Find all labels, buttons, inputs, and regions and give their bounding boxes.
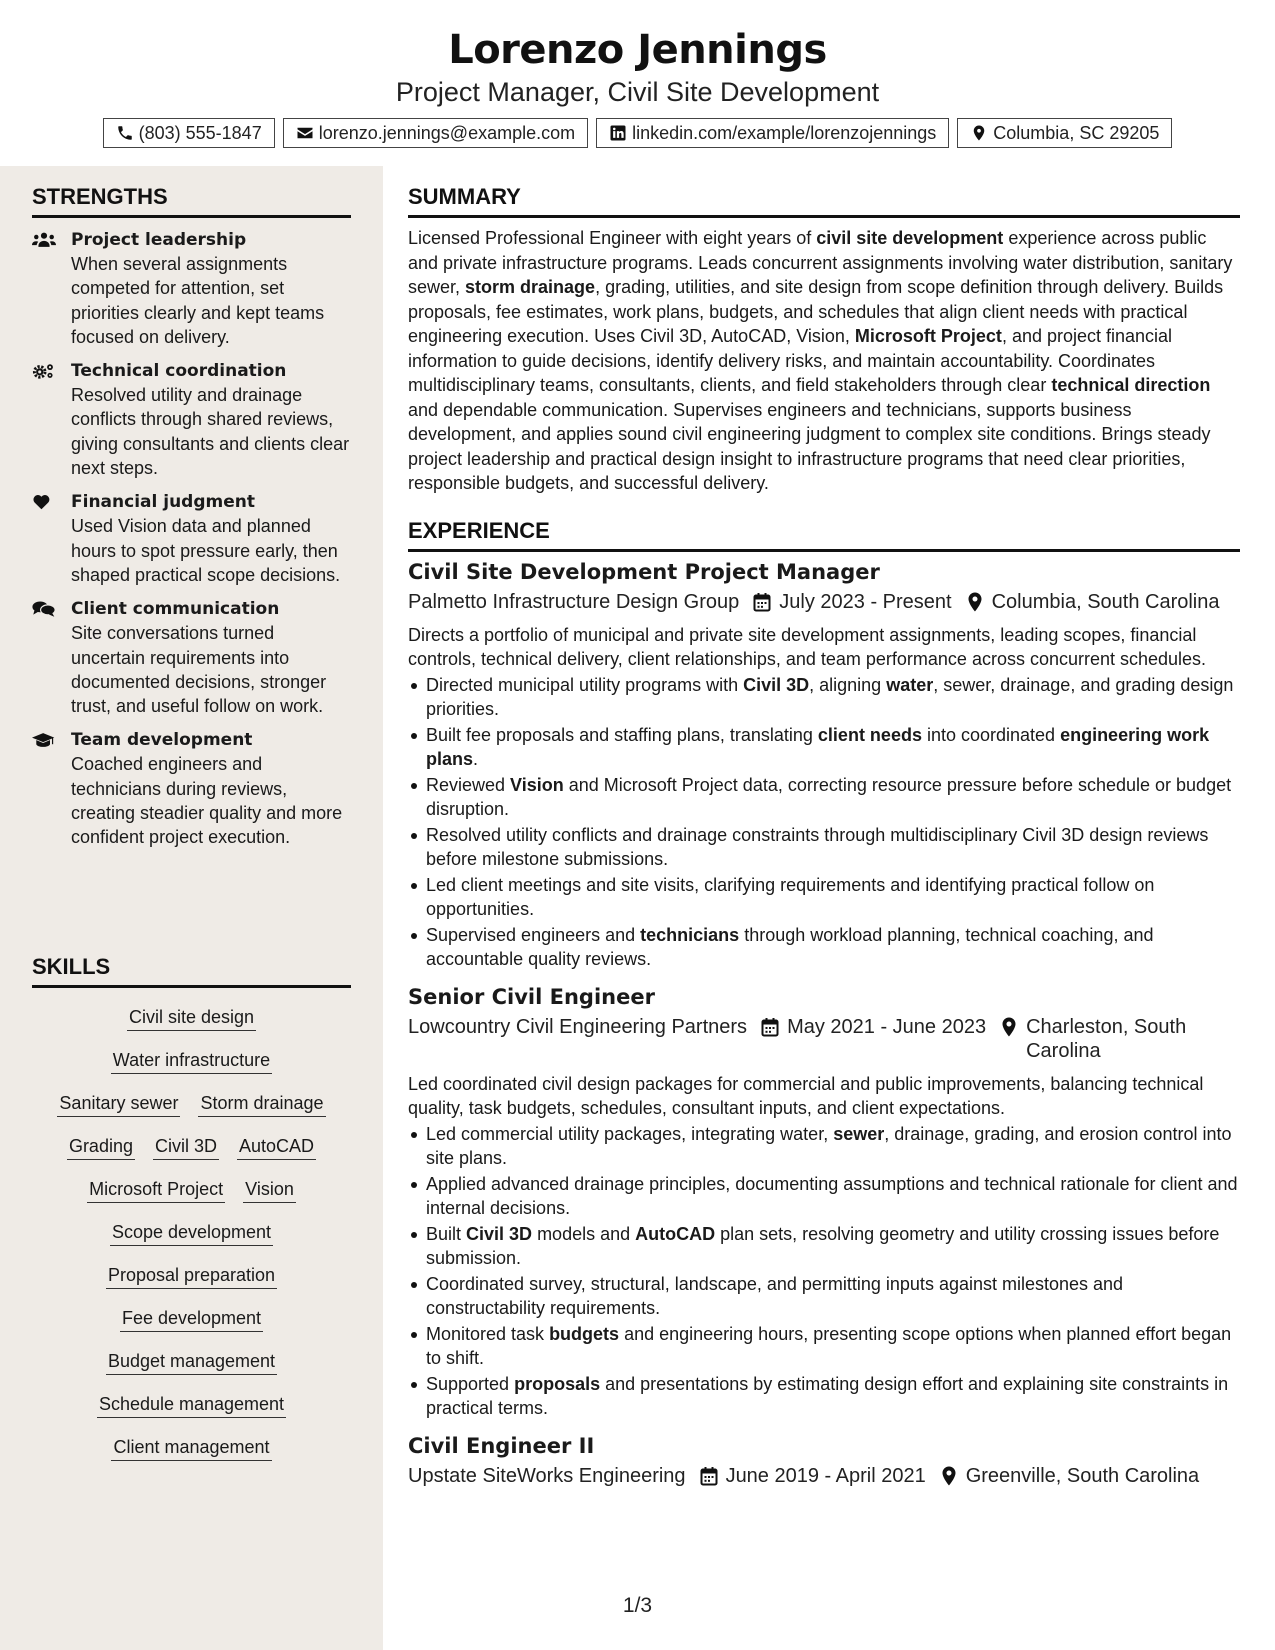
bold-text: storm drainage	[465, 277, 596, 297]
bold-text: Civil 3D	[743, 674, 810, 695]
strength-heading: Client communication	[71, 599, 280, 620]
text-run: and presentations by estimating design effort and explaining site constraints in practical terms.	[426, 1373, 1229, 1418]
job-company-seg	[408, 1015, 747, 1039]
job-dates-seg	[753, 590, 951, 614]
contact-location[interactable]	[957, 118, 1172, 148]
text-run: , and project financial information to guide decisions, identify delivery risks, and maintain accountability. Coordinates multidisciplinary teams, consultants, clients, and field stakeholders through clear	[408, 326, 1173, 395]
job-company: Upstate SiteWorks Engineering	[408, 1464, 686, 1487]
text-run: plan sets, resolving geometry and utility crossing issues before submission.	[426, 1223, 1220, 1268]
skill-row	[32, 1134, 351, 1160]
job-meta	[408, 1464, 1240, 1488]
contact-bar	[0, 118, 1275, 148]
job-description: Directs a portfolio of municipal and private site development assignments, leading scopes, financial controls, technical delivery, client relationships, and team performance across concurrent schedules.	[408, 624, 1207, 669]
job-bullet	[408, 1322, 1240, 1370]
skill-tag: Budget management	[106, 1349, 277, 1375]
strength-item	[32, 728, 351, 849]
job-bullet	[408, 1272, 1240, 1320]
job-company-seg	[408, 1464, 686, 1488]
text-run: Coordinated survey, structural, landscape, and permitting inputs against milestones and constructability requirements.	[426, 1273, 1124, 1318]
bold-text: engineering work plans	[426, 724, 1210, 769]
skill-tag: Proposal preparation	[106, 1263, 277, 1289]
bold-text: proposals	[514, 1373, 601, 1394]
strength-heading: Team development	[71, 730, 253, 751]
job-location-seg	[966, 590, 1220, 614]
job-dates-seg	[700, 1464, 926, 1488]
linkedin-text: linkedin.com/example/lorenzojennings	[632, 122, 937, 143]
text-run: .	[473, 748, 479, 769]
bold-text: Microsoft Project	[854, 326, 1002, 346]
calendar-icon	[753, 592, 771, 612]
job-title: Civil Engineer II	[408, 1433, 595, 1458]
text-run: and dependable communication. Supervises engineers and technicians, supports business development, and applies sound civil engineering judgment to complex site conditions. Brings steady project leadership and practical design insight to infrastructure programs that need clear priorities, responsible budgets, and successful delivery.	[408, 399, 1211, 493]
bold-text: technicians	[640, 924, 740, 945]
page-number: 1/3	[622, 1594, 653, 1617]
resume-header	[0, 0, 1275, 166]
skill-row	[32, 1349, 351, 1375]
text-run: Supervised engineers and	[426, 924, 641, 945]
skill-row	[32, 1392, 351, 1418]
skills-section	[32, 952, 351, 1461]
strength-heading: Technical coordination	[71, 361, 287, 382]
job-bullet	[408, 823, 1240, 871]
job-bullet	[408, 923, 1240, 971]
skill-tag: Scope development	[110, 1220, 273, 1246]
job-meta	[408, 590, 1240, 614]
skill-tag: Civil site design	[127, 1005, 256, 1031]
contact-phone[interactable]	[103, 118, 275, 148]
bold-text: water	[886, 674, 934, 695]
map-marker-icon	[940, 1466, 958, 1486]
text-run: models and	[532, 1223, 636, 1244]
job-title: Civil Site Development Project Manager	[408, 559, 880, 584]
map-marker-icon	[1000, 1017, 1018, 1037]
strength-text: Resolved utility and drainage conflicts through shared reviews, giving consultants and clients clear next steps.	[71, 385, 350, 479]
heart-icon	[32, 493, 56, 511]
skill-tag: Water infrastructure	[111, 1048, 272, 1074]
text-run: Applied advanced drainage principles, documenting assumptions and technical rationale for client and internal decisions.	[426, 1173, 1238, 1218]
skill-tag: Grading	[67, 1134, 135, 1160]
strength-item	[32, 490, 351, 587]
strength-item	[32, 597, 351, 718]
users-icon	[32, 231, 56, 249]
bold-text: sewer	[833, 1123, 885, 1144]
job-bullet	[408, 773, 1240, 821]
experience-section	[408, 516, 1240, 1488]
skill-row	[32, 1263, 351, 1289]
skill-tag: Sanitary sewer	[57, 1091, 180, 1117]
candidate-name: Lorenzo Jennings	[448, 27, 827, 73]
job-bullet	[408, 673, 1240, 721]
job-company-seg	[408, 590, 739, 614]
skills-title: SKILLS	[32, 952, 351, 988]
job-bullet	[408, 1372, 1240, 1420]
skill-tag: Fee development	[120, 1306, 263, 1332]
text-run: , drainage, grading, and erosion control into site plans.	[426, 1123, 1232, 1168]
job-list	[408, 558, 1240, 1488]
summary-text	[408, 226, 1240, 496]
text-run: Reviewed	[426, 774, 511, 795]
bold-text: Civil 3D	[466, 1223, 533, 1244]
job-dates: June 2019 - April 2021	[725, 1464, 926, 1487]
job-entry	[408, 1432, 1240, 1488]
bold-text: technical direction	[1051, 375, 1211, 395]
phone-icon	[116, 124, 134, 142]
linkedin-icon	[609, 124, 627, 142]
strength-item	[32, 228, 351, 349]
job-company: Palmetto Infrastructure Design Group	[408, 590, 740, 613]
job-dates: July 2023 - Present	[779, 590, 952, 613]
summary-title: SUMMARY	[408, 182, 1240, 218]
graduation-cap-icon	[32, 731, 56, 749]
job-entry	[408, 558, 1240, 971]
skill-row	[32, 1220, 351, 1246]
text-run: and engineering hours, presenting scope options when planned effort began to shift.	[426, 1323, 1232, 1368]
skill-tag: Schedule management	[97, 1392, 286, 1418]
map-marker-icon	[966, 592, 984, 612]
email-text: lorenzo.jennings@example.com	[318, 122, 576, 143]
text-run: Supported	[426, 1373, 515, 1394]
text-run: experience across public and private infrastructure programs. Leads concurrent assignments involving water distribution, sanitary sewer,	[408, 228, 1233, 297]
job-bullet	[408, 723, 1240, 771]
candidate-title: Project Manager, Civil Site Development	[395, 77, 880, 107]
text-run: Led client meetings and site visits, clarifying requirements and identifying practical follow on opportunities.	[426, 874, 1155, 919]
gears-icon	[32, 362, 56, 380]
strength-text: Used Vision data and planned hours to spot pressure early, then shaped practical scope decisions.	[71, 516, 341, 585]
job-location: Charleston, South Carolina	[1026, 1015, 1187, 1062]
job-location: Columbia, South Carolina	[991, 590, 1220, 613]
envelope-icon	[296, 124, 314, 142]
text-run: Led commercial utility packages, integrating water,	[426, 1123, 834, 1144]
job-bullet	[408, 873, 1240, 921]
text-run: and Microsoft Project data, correcting resource pressure before schedule or budget disruption.	[426, 774, 1232, 819]
job-location-seg	[1000, 1015, 1200, 1063]
calendar-icon	[700, 1466, 718, 1486]
calendar-icon	[761, 1017, 779, 1037]
job-dates: May 2021 - June 2023	[787, 1015, 987, 1038]
skill-row	[32, 1005, 351, 1031]
experience-title: EXPERIENCE	[408, 516, 1240, 552]
bold-text: civil site development	[816, 228, 1004, 248]
bold-text: Vision	[510, 774, 564, 795]
skill-row	[32, 1306, 351, 1332]
skill-row	[32, 1091, 351, 1117]
skill-row	[32, 1177, 351, 1203]
skill-tag: AutoCAD	[237, 1134, 316, 1160]
job-title: Senior Civil Engineer	[408, 984, 655, 1009]
job-bullet	[408, 1172, 1240, 1220]
job-dates-seg	[761, 1015, 986, 1039]
text-run: , sewer, drainage, and grading design priorities.	[426, 674, 1234, 719]
text-run: through workload planning, technical coaching, and accountable quality reviews.	[426, 924, 1154, 969]
strength-heading: Project leadership	[71, 230, 247, 250]
skill-row	[32, 1435, 351, 1461]
sidebar	[0, 166, 383, 1650]
text-run: Built fee proposals and staffing plans, translating	[426, 724, 818, 745]
job-bullets	[408, 1122, 1240, 1420]
strength-heading: Financial judgment	[71, 492, 255, 513]
location-text: Columbia, SC 29205	[993, 122, 1160, 143]
job-location: Greenville, South Carolina	[965, 1464, 1200, 1487]
skill-tag: Client management	[111, 1435, 271, 1461]
strength-text: Coached engineers and technicians during reviews, creating steadier quality and more confident project execution.	[71, 754, 343, 848]
strength-item	[32, 359, 351, 480]
strengths-title: STRENGTHS	[32, 182, 351, 218]
text-run: Built	[426, 1223, 467, 1244]
main-content	[408, 166, 1240, 1488]
job-bullets	[408, 673, 1240, 971]
skill-tag: Vision	[243, 1177, 296, 1203]
job-entry	[408, 983, 1240, 1420]
contact-linkedin[interactable]	[596, 118, 949, 148]
skill-row	[32, 1048, 351, 1074]
strengths-section	[32, 182, 351, 850]
strength-text: When several assignments competed for attention, set priorities clearly and kept teams focused on delivery.	[71, 254, 325, 347]
job-meta	[408, 1015, 1240, 1063]
text-run: Monitored task	[426, 1323, 550, 1344]
comments-icon	[32, 600, 56, 618]
job-location-seg	[940, 1464, 1199, 1488]
text-run: , aligning	[809, 674, 887, 695]
summary-section	[408, 182, 1240, 496]
contact-email[interactable]	[283, 118, 588, 148]
text-run: into coordinated	[921, 724, 1061, 745]
text-run: , grading, utilities, and site design from scope definition through delivery. Builds proposals, fee estimates, work plans, budgets, and schedules that align client needs with practical engineering execution. Uses Civil 3D, AutoCAD, Vision,	[408, 277, 1224, 346]
phone-text: (803) 555-1847	[138, 122, 262, 143]
job-company: Lowcountry Civil Engineering Partners	[408, 1015, 748, 1038]
text-run: Licensed Professional Engineer with eight years of	[408, 228, 817, 248]
map-marker-icon	[970, 124, 988, 142]
job-bullet	[408, 1122, 1240, 1170]
skill-tag: Microsoft Project	[87, 1177, 225, 1203]
bold-text: AutoCAD	[635, 1223, 716, 1244]
job-description: Led coordinated civil design packages for commercial and public improvements, balancing technical quality, task budgets, schedules, consultant inputs, and client expectations.	[408, 1073, 1204, 1118]
skill-tag: Storm drainage	[198, 1091, 325, 1117]
text-run: Resolved utility conflicts and drainage constraints through multidisciplinary Civil 3D design reviews before milestone submissions.	[426, 824, 1209, 869]
text-run: Directed municipal utility programs with	[426, 674, 744, 695]
job-bullet	[408, 1222, 1240, 1270]
strength-text: Site conversations turned uncertain requirements into documented decisions, stronger trust, and useful follow on work.	[71, 623, 327, 717]
bold-text: client needs	[817, 724, 922, 745]
bold-text: budgets	[549, 1323, 620, 1344]
skill-tag: Civil 3D	[153, 1134, 219, 1160]
